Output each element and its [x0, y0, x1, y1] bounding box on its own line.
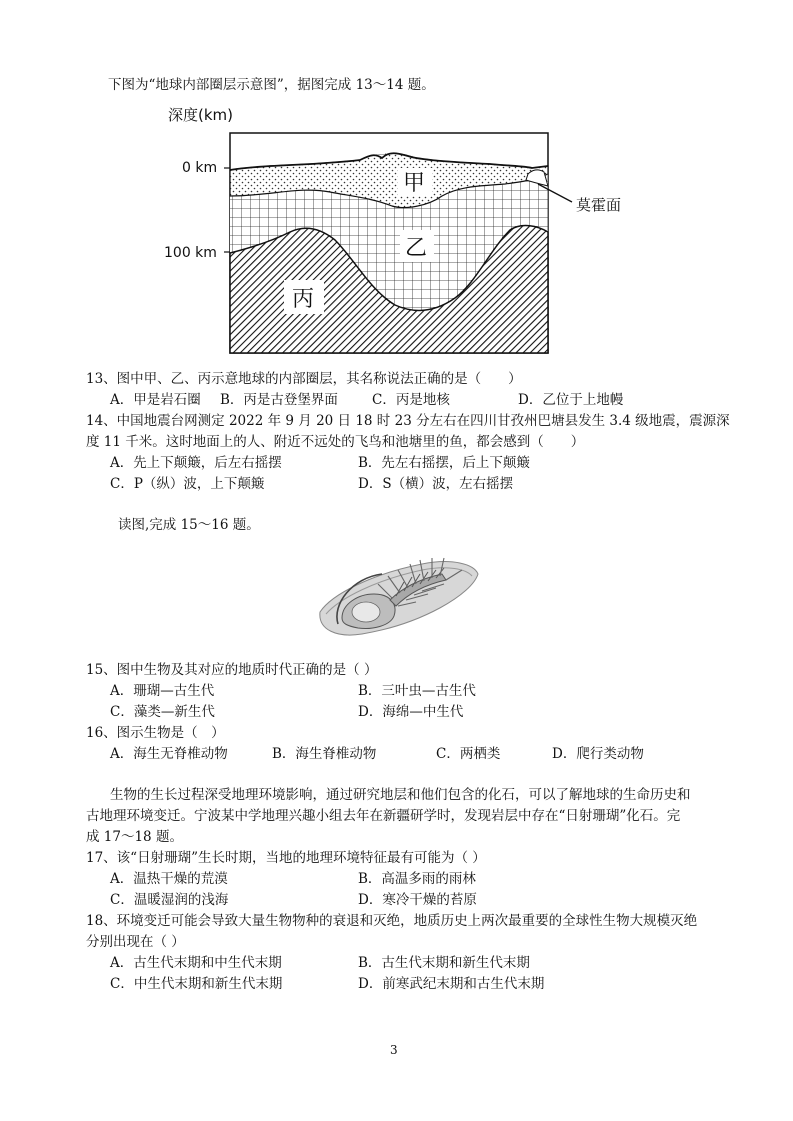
intro-13-14: 下图为“地球内部圈层示意图”，据图完成 13～14 题。 [108, 77, 435, 93]
passage-line3: 成 17～18 题。 [86, 829, 183, 845]
page-number: 3 [390, 1043, 398, 1057]
q16-option-b: B．海生脊椎动物 [272, 746, 377, 762]
q13-option-d: D．乙位于上地幔 [518, 392, 624, 408]
q18-stem-line1: 18、环境变迁可能会导致大量生物物种的衰退和灭绝，地质历史上两次最重要的全球性生物大规模灭绝 [86, 913, 698, 929]
passage-line1: 生物的生长过程深受地理环境影响，通过研究地层和他们包含的化石，可以了解地球的生命历史和 [110, 787, 691, 803]
tick-label-100: 100 km [164, 245, 217, 261]
intro-15-16: 读图,完成 15～16 题。 [118, 517, 260, 533]
q13-option-b: B．丙是古登堡界面 [220, 392, 338, 408]
q18-stem-line2: 分别出现在（ ） [86, 934, 185, 950]
label-bing: 丙 [292, 287, 315, 312]
q16-option-c: C．两栖类 [436, 746, 501, 762]
q16-option-d: D．爬行类动物 [552, 746, 644, 762]
q18-option-b: B．古生代末期和新生代末期 [358, 955, 530, 971]
depth-axis-title: 深度(km) [168, 106, 234, 124]
earth-layers-diagram [160, 100, 640, 360]
q15-option-b: B．三叶虫—古生代 [358, 683, 476, 699]
q15-stem: 15、图中生物及其对应的地质时代正确的是（ ） [86, 662, 378, 678]
q14-option-d: D．S（横）波，左右摇摆 [358, 476, 514, 492]
q17-option-c: C．温暖湿润的浅海 [110, 892, 229, 908]
trilobite-fossil-image [312, 534, 482, 642]
q15-option-d: D．海绵—中生代 [358, 704, 464, 720]
label-moho: 莫霍面 [576, 196, 622, 214]
q13-stem: 13、图中甲、乙、丙示意地球的内部圈层，其名称说法正确的是（ ） [86, 371, 522, 387]
q17-option-b: B．高温多雨的雨林 [358, 871, 476, 887]
q14-option-b: B．先左右摇摆，后上下颠簸 [358, 455, 530, 471]
q13-option-a: A．甲是岩石圈 [110, 392, 201, 408]
q14-stem-line1: 14、中国地震台网测定 2022 年 9 月 20 日 18 时 23 分左右在四川甘孜州巴塘县发生 3.4 级地震，震源深 [86, 413, 730, 429]
q17-option-d: D．寒冷干燥的苔原 [358, 892, 477, 908]
q16-option-a: A．海生无脊椎动物 [110, 746, 228, 762]
passage-line2: 古地理环境变迁。宁波某中学地理兴趣小组去年在新疆研学时，发现岩层中存在“日射珊瑚”化石。完 [86, 808, 681, 824]
q14-option-a: A．先上下颠簸，后左右摇摆 [110, 455, 282, 471]
tick-label-0: 0 km [182, 160, 218, 176]
q18-option-d: D．前寒武纪末期和古生代末期 [358, 976, 545, 992]
q13-option-c: C．丙是地核 [372, 392, 450, 408]
q16-stem: 16、图示生物是（ ） [86, 725, 225, 741]
q17-stem: 17、该“日射珊瑚”生长时期，当地的地理环境特征最有可能为（ ） [86, 850, 486, 866]
label-jia: 甲 [403, 171, 426, 196]
q15-option-a: A．珊瑚—古生代 [110, 683, 215, 699]
q14-stem-line2: 度 11 千米。这时地面上的人、附近不远处的飞鸟和池塘里的鱼，都会感到（ ） [86, 434, 585, 450]
label-yi: 乙 [405, 236, 428, 261]
q14-option-c: C．P（纵）波，上下颠簸 [110, 476, 265, 492]
q17-option-a: A．温热干燥的荒漠 [110, 871, 228, 887]
q18-option-a: A．古生代末期和中生代末期 [110, 955, 282, 971]
q18-option-c: C．中生代末期和新生代末期 [110, 976, 283, 992]
q15-option-c: C．藻类—新生代 [110, 704, 215, 720]
